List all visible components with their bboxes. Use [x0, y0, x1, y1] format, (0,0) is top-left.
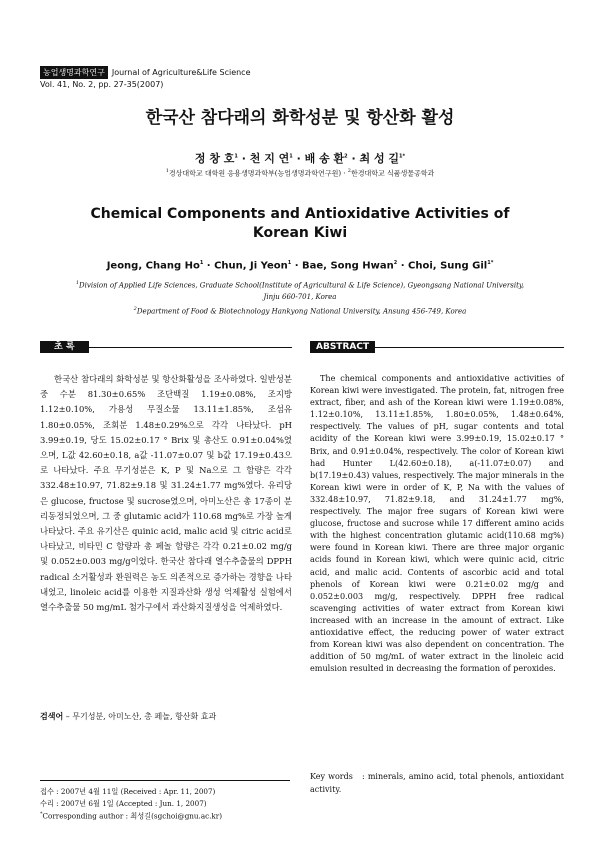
affil-text: Division of Applied Life Sciences, Graduate School(Institute of Agricultural & Life Science), Gyeongsang National University, [79, 281, 525, 290]
footer-divider [40, 780, 290, 781]
affil-sup: 1 [75, 280, 80, 286]
keywords-text: : minerals, amino acid, total phenols, antioxidant activity. [310, 772, 564, 794]
author-sup: 1* [487, 260, 494, 266]
corresponding-sup: * [40, 811, 43, 817]
english-title-line: Korean Kiwi [252, 225, 348, 241]
author-sup: 1 [199, 260, 204, 266]
corresponding-author: Corresponding author : 최성길(sgchoi@gnu.ac.kr) [42, 811, 223, 821]
affil-text: 경상대학교 대학원 응용생명과학부(농업생명과학연구원) · [168, 169, 348, 178]
korean-title: 한국산 참다래의 화학성분 및 항산화 활성 [145, 108, 455, 128]
korean-authors: 정 창 호$^1$ · 천 지 연$^1$ · 배 송 환$^2$ · 최 성 길$^{1*}$ [194, 152, 406, 165]
english-abstract-header [310, 341, 564, 353]
journal-header [40, 66, 251, 79]
korean-abstract-header [40, 341, 292, 353]
english-affiliation [0, 277, 600, 318]
affil-text: Department of Food & Biotechnology Hankyong National University, Ansung 456-749, Korea [136, 307, 467, 316]
english-keywords [310, 770, 564, 796]
author-sup: 1 [289, 153, 293, 160]
section-label: 초 록 [40, 341, 89, 353]
received-date: 접수 : 2007년 4월 11일 (Received : Apr. 11, 2007) [40, 787, 216, 796]
affil-sup: 2 [133, 306, 137, 313]
author-name: 정 창 호 [194, 152, 235, 165]
author-sup: 2 [344, 153, 348, 160]
author-name: Chun, Ji Yeon [214, 260, 288, 272]
english-authors: Jeong, Chang $Ho^1$ · Chun, Ji Yeon$^1$ · Bae, Song Hwan$^2$ · Choi, Sung Gil$^{1*}$ [106, 260, 494, 272]
korean-keywords [40, 711, 216, 722]
journal-logo: 농업생명과학연구 [40, 66, 108, 79]
author-name: Jeong, Chang Ho [106, 260, 200, 272]
author-name: 배 송 환 [304, 152, 345, 165]
divider [375, 347, 564, 348]
english-abstract-text: The chemical components and antioxidative activities of Korean kiwi were investigated. The protein, fat, nitrogen free extract, fiber, and ash of the Korean kiwi were 1.19±0.08%, 1.12±0.10%, 13.11±1.85%, 1.80±0.05%, 1.48±0.64%, respectively. The values of pH, sugar contents and total acidity of the Korean kiwi were 3.99±0.19, 15.02±0.17 ° Brix, and 0.91±0.04%, respectively. The color of Korean kiwi had Hunter L(42.60±0.18), a(-11.07±0.07) and b(17.19±0.43) values, respectively. The major minerals in the Korean kiwi were in order of K, P, Na with the values of 332.48±10.97, 71.82±9.18, and 31.24±1.77 mg%, respectively. The major free sugars of Korean kiwi were glucose, fructose and sucrose while 17 different amino acids with the highest concentration glutamic acid(110.68 mg%) were found in Korean kiwi. There are three major organic acids found in Korean kiwi, which were quinic acid, citric acid, and malic acid. Contents of ascorbic acid and total phenols of Korean kiwi were 0.21±0.02 mg/g and 0.052±0.003 mg/g, respectively. DPPH free radical scavenging activities of water extract from Korean kiwi increased with an increase in the amount of extract. Like antioxidative effect, the reducing power of water extract from Korean kiwi was also dependent on concentration. The addition of 50 mg/mL of water extract in the linoleic acid emulsion resulted in decreasing the formation of peroxides. [310, 373, 564, 674]
affil-sup: 2 [347, 168, 351, 174]
affil-text: 한경대학교 식품생물공학과 [350, 169, 435, 178]
journal-name: Journal of Agriculture&Life Science [111, 68, 251, 77]
author-name: Bae, Song Hwan [302, 260, 394, 272]
author-sup: 1 [287, 260, 292, 266]
volume-info: Vol. 41, No. 2, pp. 27-35(2007) [40, 80, 164, 89]
author-sup: 1* [399, 153, 406, 160]
footer-notes [40, 786, 222, 822]
author-sup: 2 [393, 260, 398, 266]
keywords-text: – 무기성분, 아미노산, 총 페놀, 항산화 효과 [63, 712, 217, 721]
keywords-label: 검색어 [40, 712, 64, 721]
affil-sup: 1 [165, 168, 169, 174]
korean-abstract-text: 한국산 참다래의 화학성분 및 항산화활성을 조사하였다. 일반성분 중 수분 81.30±0.65% 조단백질 1.19±0.08%, 조지방 1.12±0.10%, 가용성 무질소물 13.11±1.85%, 조섬유 1.80±0.05%, 조회분 1.48±0.29%으로 각각 나타났다. pH 3.99±0.19, 당도 15.02±0.17 ° Brix 및 총산도 0.91±0.04%였으며, L값 42.60±0.18, a값 -11.07±0.07 및 b값 17.19±0.43으로 나타났다. 주요 무기성분은 K, P 및 Na으로 그 함량은 각각 332.48±10.97, 71.82±9.18 및 31.24±1.77 mg%였다. 유리당은 glucose, fructose 및 sucrose였으며, 아미노산은 총 17종이 분리동정되었으며, 그 중 glutamic acid가 110.68 mg%로 가장 높게 나타났다. 주요 유기산은 quinic acid, malic acid 및 citric acid로 나타났고, 비타민 C 함량과 총 페놀 함량은 각각 0.21±0.02 mg/g 및 0.052±0.003 mg/g이었다. 한국산 참다래 열수추출물의 DPPH radical 소거활성과 환원력은 농도 의존적으로 증가하는 경향을 나타내었고, linoleic acid를 이용한 지질과산화 생성 억제활성 실험에서 열수추출물 50 mg/mL 첨가구에서 과산화지질생성을 억제하였다. [40, 374, 292, 613]
korean-affiliation [0, 168, 600, 178]
section-label: ABSTRACT [310, 341, 375, 353]
english-title [0, 205, 600, 243]
author-sup: 1 [234, 153, 238, 160]
accepted-date: 수리 : 2007년 6월 1일 (Accepted : Jun. 1, 2007) [40, 798, 207, 808]
keywords-label: Key words [310, 772, 353, 781]
english-title-line: Chemical Components and Antioxidative Activities of [90, 206, 510, 222]
author-name: 천 지 연 [249, 152, 290, 165]
author-name: Choi, Sung Gil [408, 260, 488, 272]
affil-text: Jinju 660-701, Korea [263, 293, 337, 302]
author-name: 최 성 길 [359, 152, 400, 165]
divider [89, 347, 292, 348]
